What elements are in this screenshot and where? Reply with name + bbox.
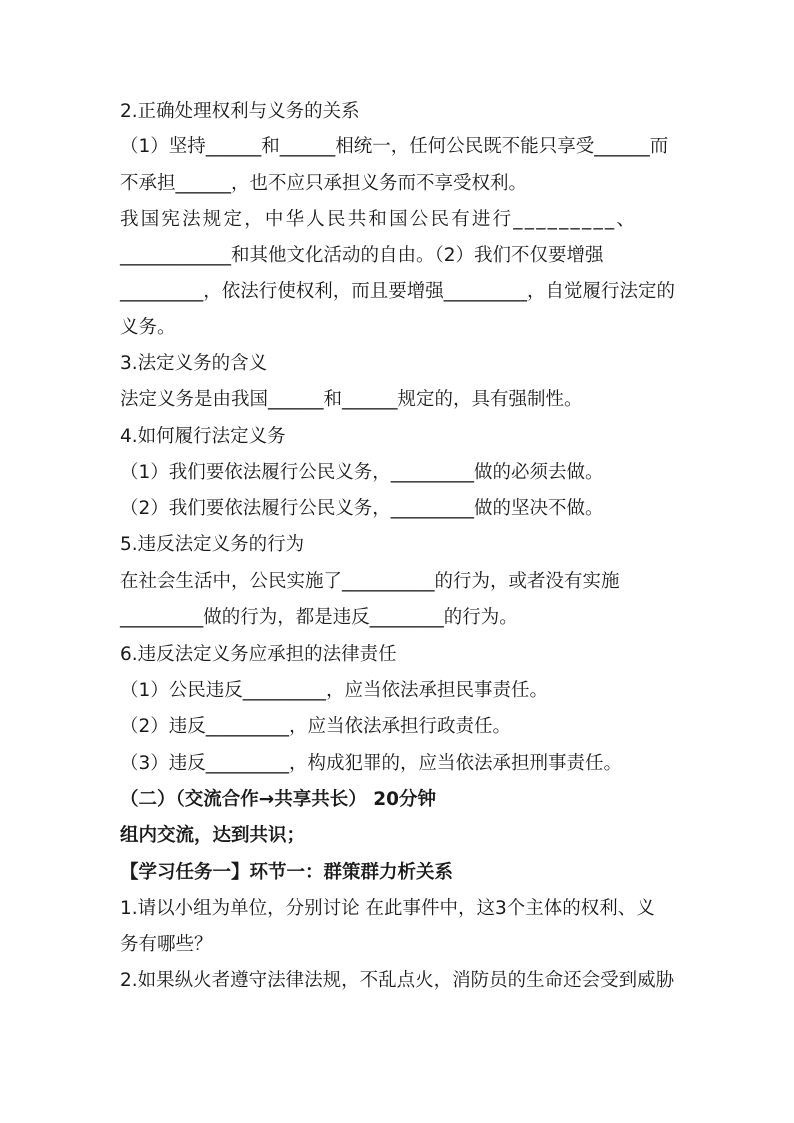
section-heading-3: 3.法定义务的含义 [120,353,268,374]
section-heading-4: 4.如何履行法定义务 [120,426,286,447]
section-heading-5: 5.违反法定义务的行为 [120,534,305,555]
text-line: _________做的行为，都是违反________的行为。 [120,607,518,628]
question-line: 务有哪些？ [120,934,213,955]
text-line: 法定义务是由我国______和______规定的，具有强制性。 [120,389,583,410]
text-line: （2）违反_________，应当依法承担行政责任。 [120,716,512,737]
text-line: （1）我们要依法履行公民义务，_________做的必须去做。 [120,462,604,483]
question-line: 2.如果纵火者遵守法律法规，不乱点火，消防员的生命还会受到威胁 [120,970,675,991]
text-line: 义务。 [120,317,176,338]
task-heading: 【学习任务一】环节一：群策群力析关系 [120,862,454,883]
text-line: 在社会生活中，公民实施了__________的行为，或者没有实施 [120,571,620,592]
text-line: ____________和其他文化活动的自由。（2）我们不仅要增强 [120,245,604,266]
text-line: （1）坚持______和______相统一，任何公民既不能只享受______而 [120,136,669,157]
text-line: 不承担______，也不应只承担义务而不享受权利。 [120,173,528,194]
text-line: （1）公民违反_________，应当依法承担民事责任。 [120,680,549,701]
section-heading-6: 6.违反法定义务应承担的法律责任 [120,644,397,665]
text-line: _________，依法行使权利，而且要增强_________，自觉履行法定的 [120,281,676,302]
text-line: （3）违反_________，构成犯罪的，应当依法承担刑事责任。 [120,753,623,774]
question-line: 1.请以小组为单位，分别讨论 在此事件中，这3个主体的权利、义 [120,898,655,919]
text-line: （2）我们要依法履行公民义务，_________做的坚决不做。 [120,498,604,519]
text-line: 我国宪法规定，中华人民共和国公民有进行_________、 [120,209,638,230]
subsection-heading: （二）（交流合作→共享共长） 20分钟 [120,789,436,810]
instruction-line: 组内交流，达到共识； [120,825,306,846]
section-heading-2: 2.正确处理权利与义务的关系 [120,101,360,122]
